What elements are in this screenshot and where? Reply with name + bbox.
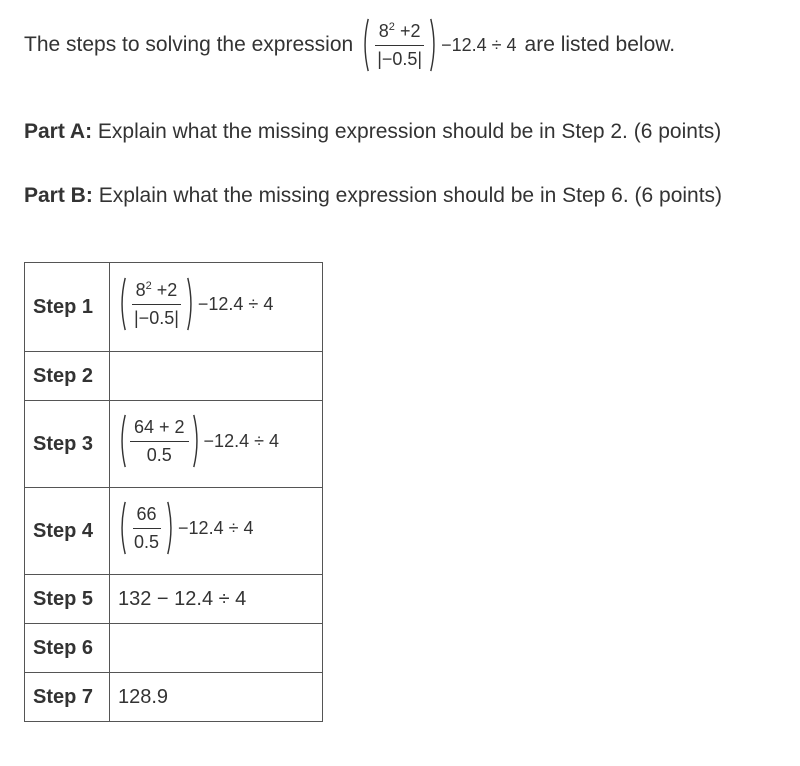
- part-a: [24, 120, 721, 144]
- fraction-denominator: |−0.5|: [377, 49, 423, 69]
- fraction-denominator: |−0.5|: [134, 308, 179, 328]
- step-label: Step 2: [25, 352, 110, 401]
- step-value: [110, 488, 323, 575]
- part-b: [24, 184, 722, 208]
- step-value: 132 − 12.4 ÷ 4: [110, 575, 323, 624]
- part-b-text: Explain what the missing expression should be in Step 6. (6 points): [98, 184, 723, 207]
- step-value: 128.9: [110, 673, 323, 722]
- step-label: Step 1: [25, 263, 110, 352]
- step-label: Step 4: [25, 488, 110, 575]
- expression-tail: −12.4 ÷ 4: [197, 293, 274, 314]
- intro-suffix: are listed below.: [524, 33, 676, 56]
- expression-tail: −12.4 ÷ 4: [178, 517, 254, 538]
- table-row: [25, 401, 323, 488]
- table-row: [25, 673, 323, 722]
- fraction-numerator: 64 + 2: [130, 415, 189, 442]
- step-3-fraction: [130, 415, 189, 467]
- table-row: [25, 624, 323, 673]
- right-paren: [429, 18, 438, 72]
- step-value: [110, 624, 323, 673]
- step-1-fraction: [130, 278, 183, 330]
- right-paren: [166, 501, 175, 555]
- step-value: [110, 263, 323, 352]
- left-paren: [118, 414, 127, 468]
- intro-prefix: The steps to solving the expression: [24, 33, 354, 56]
- fraction-numerator: $8^2 +2$: [375, 19, 425, 46]
- step-label: Step 7: [25, 673, 110, 722]
- step-label: Step 5: [25, 575, 110, 624]
- left-paren: [118, 501, 127, 555]
- part-a-label: Part A:: [24, 120, 93, 143]
- part-b-label: Part B:: [24, 184, 93, 207]
- fraction-numerator: $8^2 +2$: [132, 278, 182, 305]
- step-label: Step 3: [25, 401, 110, 488]
- step-label: Step 6: [25, 624, 110, 673]
- table-row: [25, 488, 323, 575]
- step-3-expression: [118, 414, 279, 468]
- table-row: [25, 352, 323, 401]
- expression-tail: −12.4 ÷ 4: [441, 34, 517, 55]
- right-paren: [192, 414, 201, 468]
- steps-table: [24, 262, 323, 722]
- intro-expression: [361, 18, 516, 72]
- fraction-numerator: 66: [133, 502, 161, 529]
- table-row: [25, 263, 323, 352]
- intro-sentence: [24, 18, 675, 72]
- fraction-denominator: 0.5: [146, 445, 172, 465]
- expression-tail: −12.4 ÷ 4: [203, 430, 279, 451]
- fraction-denominator: 0.5: [134, 532, 160, 552]
- right-paren: [186, 277, 195, 331]
- part-a-text: Explain what the missing expression should be in Step 2. (6 points): [97, 120, 722, 143]
- step-1-expression: [118, 277, 273, 331]
- step-value: [110, 352, 323, 401]
- table-row: [25, 575, 323, 624]
- step-4-fraction: [130, 502, 163, 554]
- left-paren: [361, 18, 370, 72]
- step-value: [110, 401, 323, 488]
- left-paren: [118, 277, 127, 331]
- step-4-expression: [118, 501, 253, 555]
- intro-fraction: [373, 19, 426, 71]
